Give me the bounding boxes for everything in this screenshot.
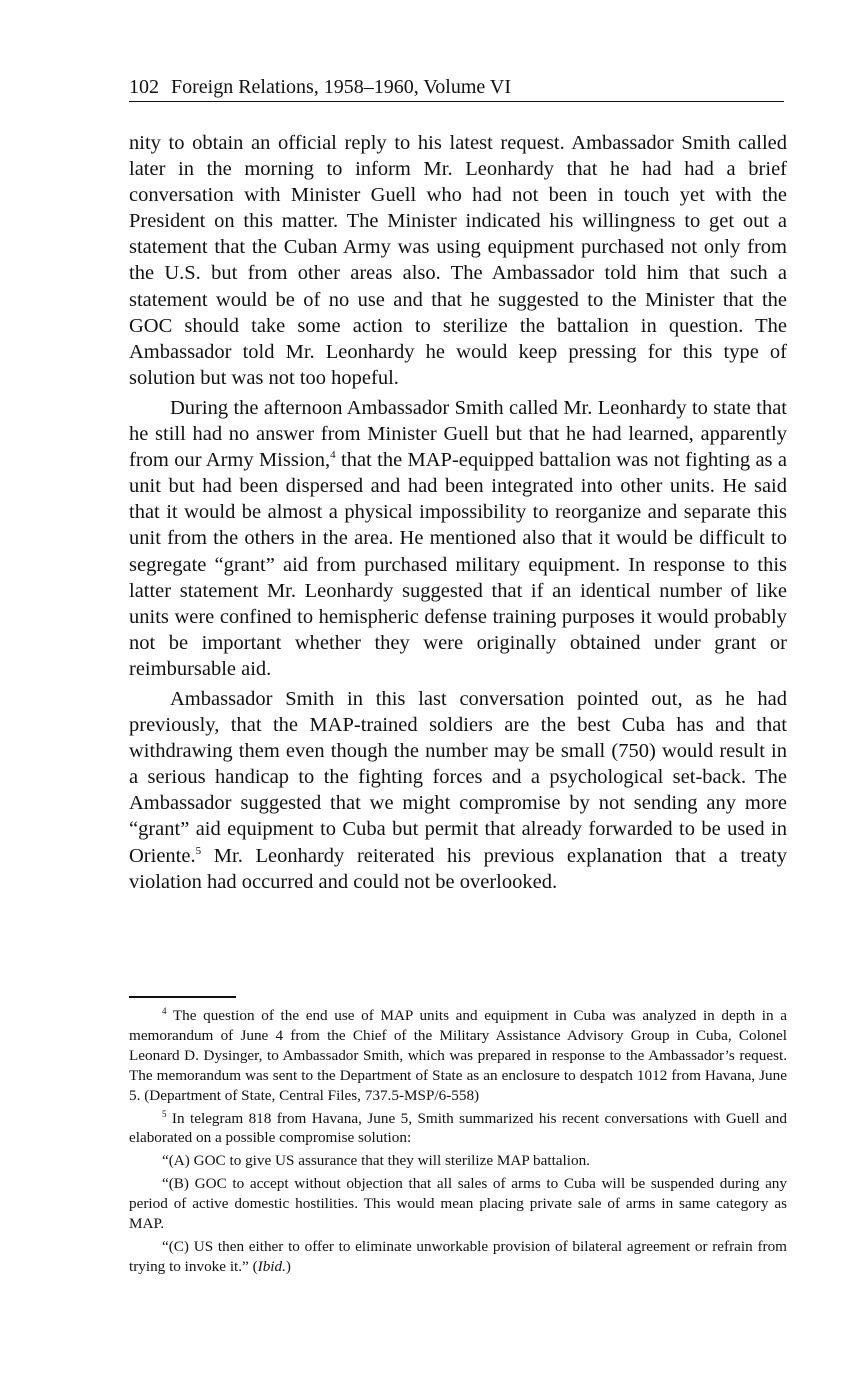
- footnote-5: [129, 1109, 787, 1149]
- paragraph-2: [129, 395, 787, 682]
- footnote-4-marker: 4: [162, 1005, 167, 1016]
- footnote-5-text: In telegram 818 from Havana, June 5, Smith summarized his recent conversations with Guell and elaborated on a possible compromise solution:: [129, 1109, 787, 1147]
- paragraph-2-text-a: During the afternoon Ambassador Smith called Mr. Leonhardy to state that he still had no answer from Minister Guell but that he had learned, apparently from our Army Mission,: [129, 396, 787, 472]
- paragraph-2-text-b: that the MAP-equipped battalion was not fighting as a unit but had been dispersed and had been integrated into other units. He said that it would be almost a physical impossibility to reorganize and separate this unit from the others in the area. He mentioned also that it would be difficult to segregate “grant” aid from purchased military equipment. In response to this latter statement Mr. Leonhardy suggested that if an identical number of like units were confined to hemispheric defense training purposes it would probably not be important whether they were originally obtained under grant or reimbursable aid.: [129, 449, 787, 680]
- footnote-ref-5: 5: [195, 844, 202, 857]
- footnote-5-item-c: [129, 1237, 787, 1277]
- footnote-5-item-c-text: “(C) US then either to offer to eliminate unworkable provision of bilateral agreement or refrain from trying to invoke it.” (: [129, 1237, 787, 1275]
- footnote-5-item-b: “(B) GOC to accept without objection that all sales of arms to Cuba will be suspended during any period of active domestic hostilities. This would mean placing private sale of arms in same category as MAP.: [129, 1175, 787, 1233]
- footnote-divider: [129, 996, 236, 998]
- running-header: [129, 74, 784, 102]
- footnote-4: [129, 1006, 787, 1106]
- paragraph-3-text-a: Ambassador Smith in this last conversation pointed out, as he had previously, that the MAP-trained soldiers are the best Cuba has and that withdrawing them even though the number may be small (750) would result in a serious handicap to the fighting forces and a psychological set-back. The Ambassador suggested that we might compromise by not sending any more “grant” aid equipment to Cuba but permit that already forwarded to be used in Oriente.: [129, 687, 787, 867]
- volume-title: Foreign Relations, 1958–1960, Volume VI: [171, 76, 511, 98]
- main-text: [129, 130, 787, 895]
- paragraph-3: [129, 686, 787, 895]
- page-number: 102: [129, 76, 159, 98]
- footnote-ref-4: 4: [330, 449, 336, 462]
- ibid-citation: Ibid.: [257, 1257, 286, 1275]
- footnote-5-item-c-close: ): [285, 1257, 291, 1275]
- paragraph-1: nity to obtain an official reply to his latest request. Ambassador Smith called later in the morning to inform Mr. Leonhardy that he had had a brief conversation with Minister Guell who had not been in touch yet with the President on this matter. The Minister indicated his willingness to get out a statement that the Cuban Army was using equipment purchased not only from the U.S. but from other areas also. The Ambassador told him that such a statement would be of no use and that he suggested to the Minister that the GOC should take some action to sterilize the battalion in question. The Ambassador told Mr. Leonhardy he would keep pressing for this type of solution but was not too hopeful.: [129, 132, 787, 389]
- footnotes: [129, 1006, 787, 1277]
- footnote-5-item-a: “(A) GOC to give US assurance that they will sterilize MAP battalion.: [162, 1152, 590, 1170]
- paragraph-3-text-b: Mr. Leonhardy reiterated his previous explanation that a treaty violation had occurred and could not be overlooked.: [129, 844, 787, 893]
- footnote-4-text: The question of the end use of MAP units and equipment in Cuba was analyzed in depth in a memorandum of June 4 from the Chief of the Military Assistance Advisory Group in Cuba, Colonel Leonard D. Dysinger, to Ambassador Smith, which was prepared in response to the Ambassador’s request. The memorandum was sent to the Department of State as an enclosure to despatch 1012 from Havana, June 5. (Department of State, Central Files, 737.5-MSP/6-558): [129, 1007, 787, 1104]
- footnote-5-marker: 5: [162, 1108, 167, 1119]
